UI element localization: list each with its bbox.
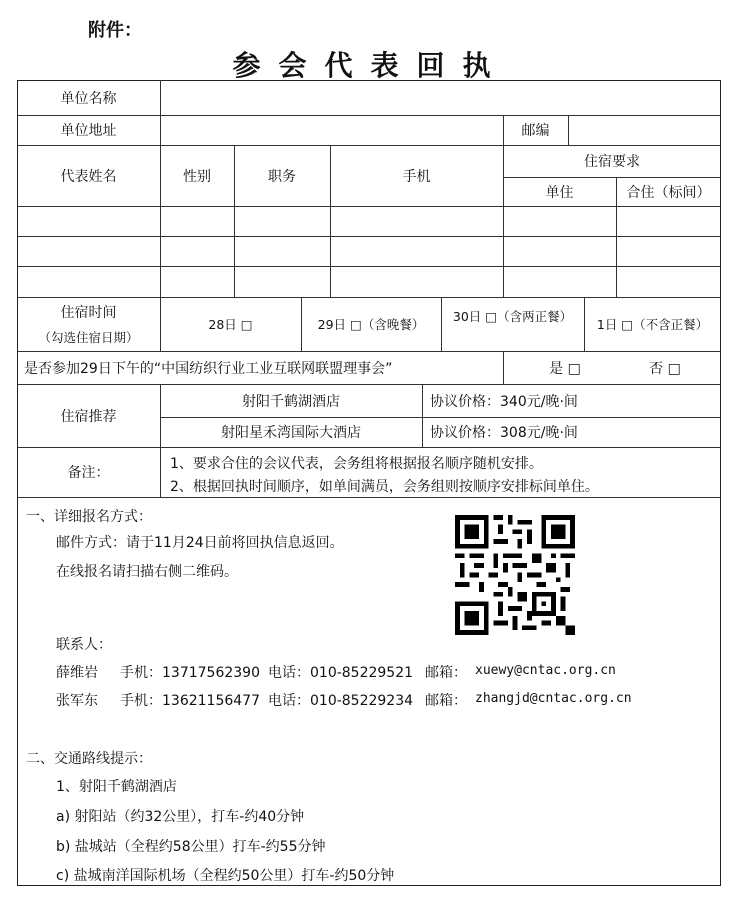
unit-address-field[interactable] <box>160 115 503 145</box>
day28-checkbox[interactable]: 28日 □ <box>208 317 253 332</box>
lodging-req-header: 住宿要求 <box>584 154 640 170</box>
remark-2: 2、根据回执时间顺序，如单间满员，会务组则按顺序安排标间单住。 <box>170 479 599 495</box>
gender-header: 性别 <box>183 168 211 185</box>
postcode-label: 邮编 <box>521 123 550 139</box>
unit-address-label: 单位地址 <box>60 123 117 139</box>
remarks-label: 备注： <box>67 465 110 481</box>
hotel-rec-label: 住宿推荐 <box>60 408 117 425</box>
transport-heading: 二、交通路线提示： <box>26 751 152 767</box>
contact-1-mobile: 手机：13717562390 <box>120 665 260 681</box>
single-header: 单住 <box>545 184 574 201</box>
route-b: b) 盐城站（全程约58公里）打车-约55分钟 <box>56 839 326 855</box>
qr-code-icon[interactable] <box>455 515 575 635</box>
contact-2-mobile: 手机：13621156477 <box>120 693 260 709</box>
day29-checkbox[interactable]: 29日 □（含晚餐） <box>317 317 425 332</box>
contact-2-email[interactable]: zhangjd@cntac.org.cn <box>475 691 632 706</box>
contact-1-email[interactable]: xuewy@cntac.org.cn <box>475 663 616 678</box>
rep-name-header: 代表姓名 <box>60 168 117 185</box>
form-title: 参会代表回执 <box>232 49 509 82</box>
attend-yes-checkbox[interactable]: 是 □ <box>549 360 581 377</box>
contact-1-name: 薛维岩 <box>56 665 98 681</box>
stay-time-title: 住宿时间 <box>60 305 117 321</box>
contact-1-email-label: 邮箱： <box>425 665 467 681</box>
email-instruction: 邮件方式：请于11月24日前将回执信息返回。 <box>56 535 344 551</box>
unit-name-field[interactable] <box>160 80 721 115</box>
mobile-header: 手机 <box>402 168 431 185</box>
unit-name-label: 单位名称 <box>60 90 117 107</box>
position-header: 职务 <box>268 168 296 185</box>
hotel2-price: 协议价格：308元/晚·间 <box>430 425 578 441</box>
stay-time-hint: （勾选住宿日期） <box>38 330 139 345</box>
postcode-field[interactable] <box>568 115 721 145</box>
day1-checkbox[interactable]: 1日 □（不含正餐） <box>596 317 709 332</box>
contact-1-phone: 电话：010-85229521 <box>268 665 414 681</box>
hotel2-name: 射阳星禾湾国际大酒店 <box>221 425 361 441</box>
attend-question: 是否参加29日下午的“中国纺织行业工业互联网联盟理事会” <box>24 360 393 377</box>
route-a: a) 射阳站（约32公里），打车-约40分钟 <box>56 809 305 825</box>
attend-no-checkbox[interactable]: 否 □ <box>649 360 681 377</box>
remark-1: 1、要求合住的会议代表，会务组将根据报名顺序随机安排。 <box>170 456 543 472</box>
stay-time-label <box>17 297 160 351</box>
contacts-label: 联系人： <box>56 637 112 653</box>
route-hotel: 1、射阳千鹤湖酒店 <box>56 779 177 795</box>
online-instruction: 在线报名请扫描右侧二维码。 <box>56 564 238 580</box>
day30-checkbox[interactable]: 30日 □（含两正餐） <box>452 309 573 324</box>
hotel1-name: 射阳千鹤湖酒店 <box>242 393 340 410</box>
registration-heading: 一、详细报名方式： <box>26 509 152 525</box>
contact-2-name: 张军东 <box>56 693 98 709</box>
route-c: c) 盐城南洋国际机场（全程约50公里）打车-约50分钟 <box>56 868 395 884</box>
shared-header: 合住（标间） <box>626 184 711 201</box>
hotel1-price: 协议价格：340元/晚·间 <box>430 393 578 410</box>
contact-2-email-label: 邮箱： <box>425 693 467 709</box>
contact-2-phone: 电话：010-85229234 <box>268 693 414 709</box>
attachment-label: 附件： <box>88 20 142 41</box>
